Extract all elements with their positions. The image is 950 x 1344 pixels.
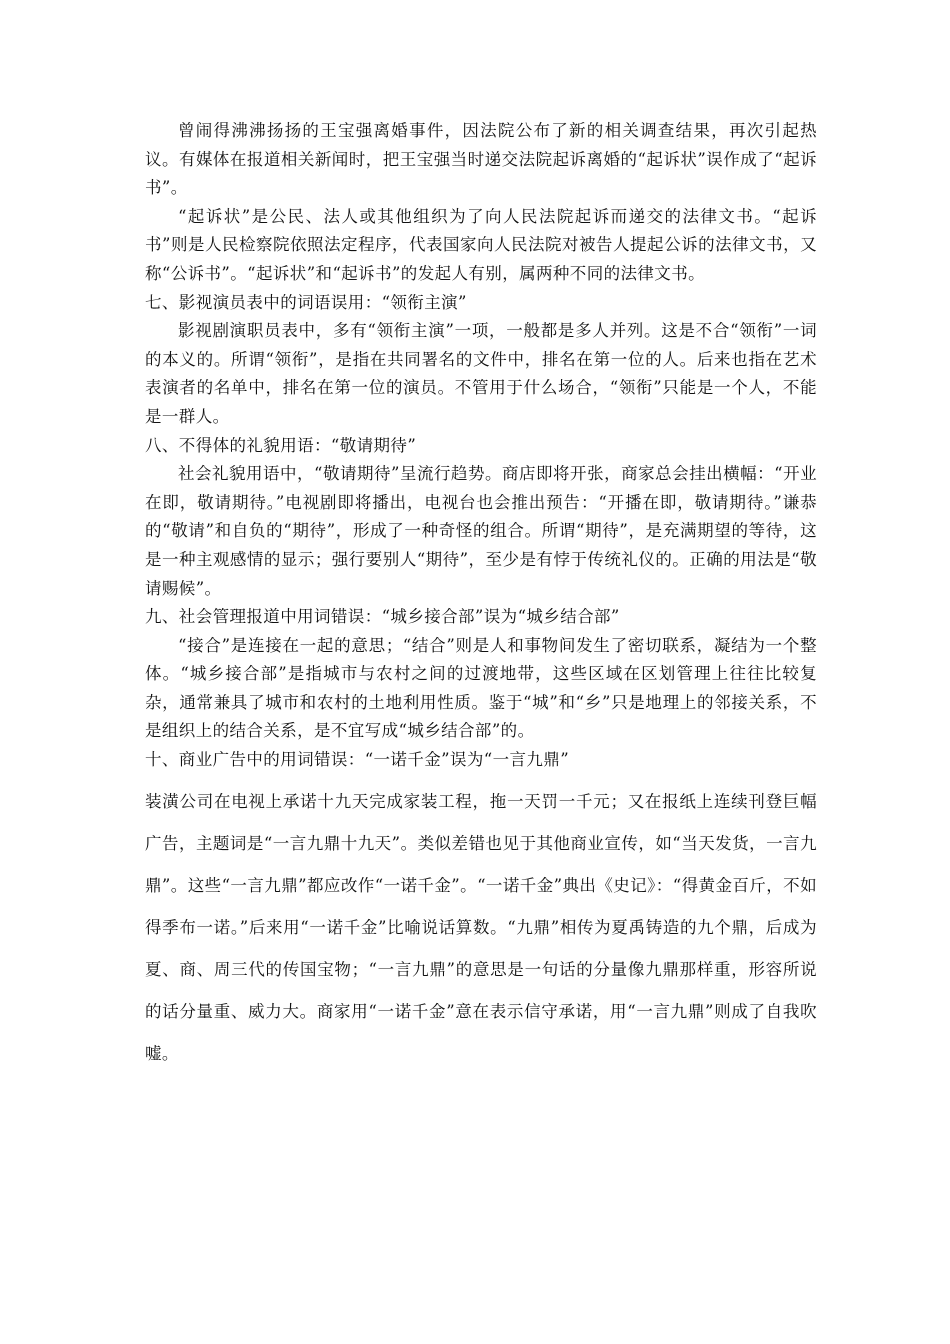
paragraph-complaint-vs-indictment: “起诉状”是公民、法人或其他组织为了向人民法院起诉而递交的法律文书。“起诉书”则是人民检察院依照法定程序，代表国家向人民法院对被告人提起公诉的法律文书，又称“公诉书”。“起诉状”和“起诉书”的发起人有别，属两种不同的法律文书。 [145,206,817,283]
section-heading-10: 十、商业广告中的用词错误：“一诺千金”误为“一言九鼎” [145,750,570,770]
section-heading-7: 七、影视演员表中的词语误用：“领衔主演” [145,292,467,312]
section-heading-9: 九、社会管理报道中用词错误：“城乡接合部”误为“城乡结合部” [145,607,620,627]
paragraph-promise-advertising: 装潢公司在电视上承诺十九天完成家装工程，拖一天罚一千元；又在报纸上连续刊登巨幅广告，主题词是“一言九鼎十九天”。类似差错也见于其他商业宣传，如“当天发货，一言九鼎”。这些“一言九鼎”都应改作“一诺千金”。“一诺千金”典出《史记》：“得黄金百斤，不如得季布一诺。”后来用“一诺千金”比喻说话算数。“九鼎”相传为夏禹铸造的九个鼎，后成为夏、商、周三代的传国宝物；“一言九鼎”的意思是一句话的分量像九鼎那样重，形容所说的话分量重、威力大。商家用“一诺千金”意在表示信守承诺，用“一言九鼎”则成了自我吹嘘。 [145,791,817,1063]
paragraph-polite-expression: 社会礼貌用语中，“敬请期待”呈流行趋势。商店即将开张，商家总会挂出横幅：“开业在即，敬请期待。”电视剧即将播出，电视台也会推出预告：“开播在即，敬请期待。”谦恭的“敬请”和自负的“期待”，形成了一种奇怪的组合。所谓“期待”，是充满期望的等待，这是一种主观感情的显示；强行要别人“期待”，至少是有悖于传统礼仪的。正确的用法是“敬请赐候”。 [145,464,817,598]
section-heading-8: 八、不得体的礼貌用语：“敬请期待” [145,435,417,455]
document-page [145,117,817,1075]
paragraph-leading-role: 影视剧演职员表中，多有“领衔主演”一项，一般都是多人并列。这是不合“领衔”一词的本义的。所谓“领衔”，是指在共同署名的文件中，排名在第一位的人。后来也指在艺术表演者的名单中，排名在第一位的演员。不管用于什么场合，“领衔”只能是一个人，不能是一群人。 [145,321,817,426]
paragraph-urban-rural-junction: “接合”是连接在一起的意思；“结合”则是人和事物间发生了密切联系，凝结为一个整体。“城乡接合部”是指城市与农村之间的过渡地带，这些区域在区划管理上往往比较复杂，通常兼具了城市和农村的土地利用性质。鉴于“城”和“乡”只是地理上的邻接关系，不是组织上的结合关系，是不宜写成“城乡结合部”的。 [145,635,817,741]
paragraph-wang-baoqiang-news: 曾闹得沸沸扬扬的王宝强离婚事件，因法院公布了新的相关调查结果，再次引起热议。有媒体在报道相关新闻时，把王宝强当时递交法院起诉离婚的“起诉状”误作成了“起诉书”。 [145,121,817,198]
